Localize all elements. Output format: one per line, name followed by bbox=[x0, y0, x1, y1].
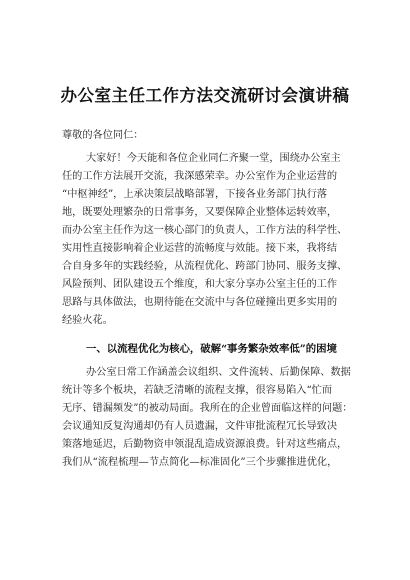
paragraph-line: 大家好！今天能和各位企业同仁齐聚一堂，围绕办公室主 bbox=[86, 153, 341, 164]
paragraph-line: 统计等多个板块，若缺乏清晰的流程支撑，很容易陷入“忙而 bbox=[62, 385, 333, 396]
paragraph-line: 经验火花。 bbox=[62, 315, 113, 326]
paragraph-line: 无序、错漏频发”的被动局面。我所在的企业曾面临这样的问题： bbox=[62, 403, 353, 414]
paragraph-line: 实用性直接影响着企业运营的流畅度与效能。接下来，我将结 bbox=[62, 243, 338, 254]
paragraph-line: 任的工作方法展开交流，我深感荣幸。办公室作为企业运营的 bbox=[62, 171, 338, 182]
paragraph-line: 会议通知反复沟通却仍有人员遗漏，文件审批流程冗长导致决 bbox=[62, 421, 338, 432]
paragraph-line: 地，既要处理繁杂的日常事务，又要保障企业整体运转效率， bbox=[62, 207, 338, 218]
paragraph-line: 办公室日常工作涵盖会议组织、文件流转、后勤保障、数据 bbox=[86, 367, 351, 378]
paragraph-line: 我们从“流程梳理—节点简化—标准固化”三个步骤推进优化， bbox=[62, 457, 338, 468]
paragraph-line: “中枢神经”，上承决策层战略部署，下接各业务部门执行落 bbox=[62, 189, 328, 200]
paragraph-line: 风险预判、团队建设五个维度，和大家分享办公室主任的工作 bbox=[62, 279, 338, 290]
salutation: 尊敬的各位同仁： bbox=[62, 130, 144, 141]
document-title: 办公室主任工作方法交流研讨会演讲稿 bbox=[60, 86, 350, 105]
paragraph-line: 思路与具体做法，也期待能在交流中与各位碰撞出更多实用的 bbox=[62, 297, 338, 308]
paragraph-line: 而办公室主任作为这一核心部门的负责人，工作方法的科学性、 bbox=[62, 225, 348, 236]
paragraph-line: 合自身多年的实践经验，从流程优化、跨部门协同、服务支撑、 bbox=[62, 261, 348, 272]
paragraph-line: 策落地延迟，后勤物资申领混乱造成资源浪费。针对这些痛点， bbox=[62, 439, 348, 450]
section-heading: 一、以流程优化为核心，破解“事务繁杂效率低”的困境 bbox=[86, 343, 337, 355]
